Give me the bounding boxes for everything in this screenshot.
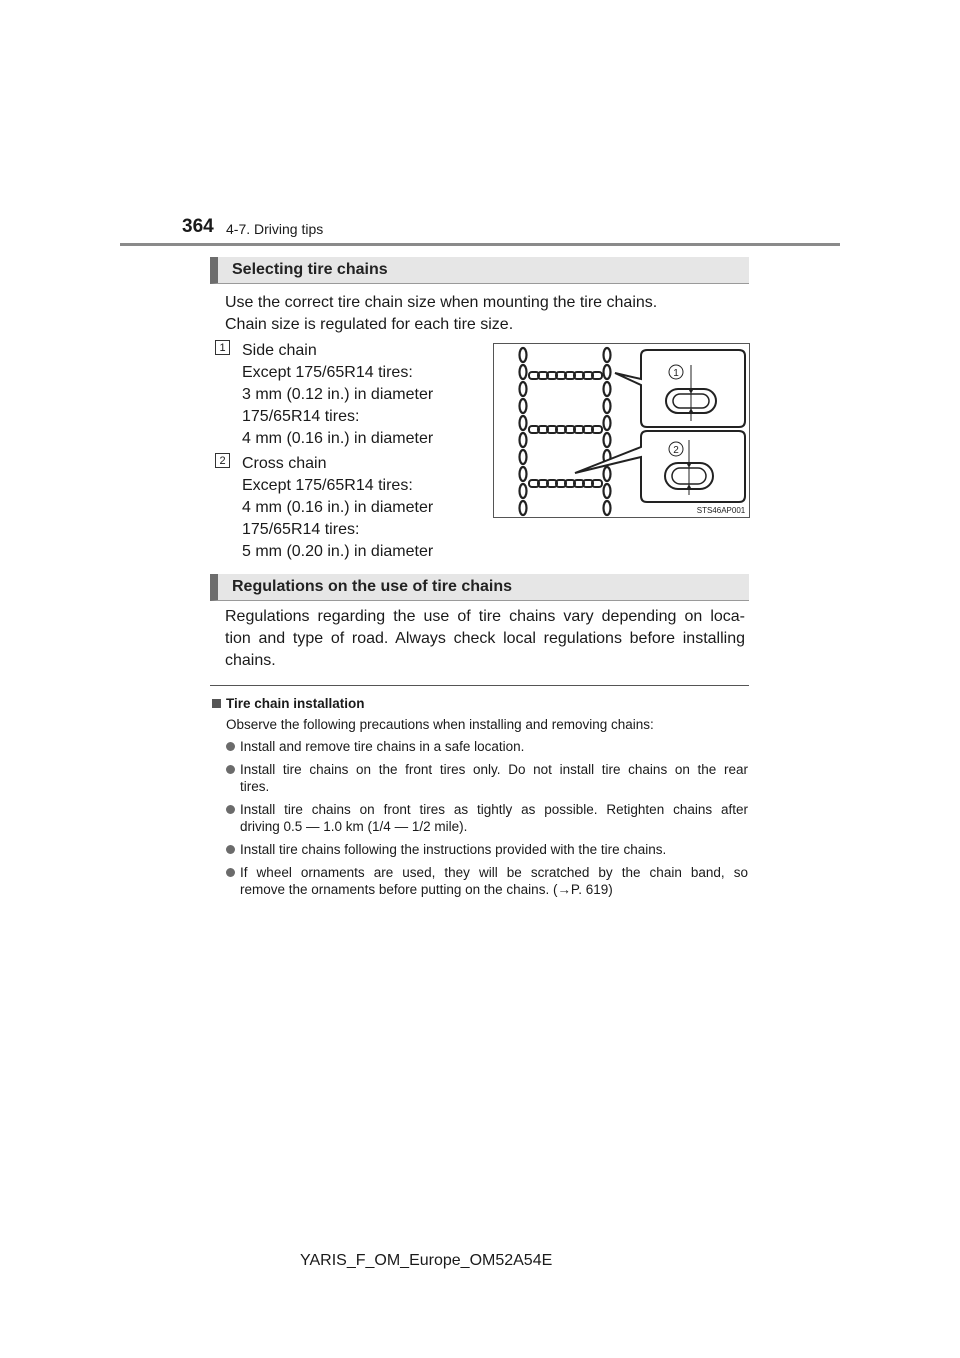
figure-code: STS46AP001: [696, 506, 746, 515]
bullet-dot-icon: [226, 868, 235, 877]
section-heading-text: Selecting tire chains: [232, 261, 388, 278]
item-2-title: Cross chain: [242, 455, 327, 472]
bullet-item-4: [240, 841, 748, 858]
installation-intro: Observe the following precautions when installing and removing chains:: [226, 717, 654, 732]
section-heading-text: Regulations on the use of tire chains: [232, 578, 513, 595]
callout-number-1: 1: [673, 368, 679, 379]
bullet-item-1: [240, 738, 748, 755]
item-1-title: Side chain: [242, 342, 317, 359]
bullet-dot-icon: [226, 845, 235, 854]
item-1-line: 175/65R14 tires:: [242, 408, 360, 425]
item-2-line: 5 mm (0.20 in.) in diameter: [242, 543, 434, 560]
intro-line-1: Use the correct tire chain size when mounting the tire chains.: [225, 294, 658, 311]
bullet-line: driving 0.5 — 1.0 km (1/4 — 1/2 mile).: [240, 819, 468, 834]
page-number: 364: [182, 216, 214, 237]
header-divider: [120, 243, 840, 246]
item-1-line: 4 mm (0.16 in.) in diameter: [242, 430, 434, 447]
bullet-item-2: [240, 761, 748, 795]
callout-number-2: 2: [673, 445, 679, 456]
tire-chain-illustration: [493, 343, 750, 518]
subsection-divider: [210, 685, 749, 686]
bullet-line: tires.: [240, 779, 270, 794]
regulations-paragraph: [225, 606, 745, 672]
regulations-line: tion and type of road. Always check local regulations before installing: [225, 630, 745, 647]
bullet-line: Install tire chains following the instructions provided with the tire chains.: [240, 842, 667, 857]
bullet-item-3: [240, 801, 748, 835]
bullet-dot-icon: [226, 742, 235, 751]
bullet-line: remove the ornaments before putting on the chains. (→P. 619): [240, 882, 613, 897]
bullet-line: If wheel ornaments are used, they will be scratched by the chain band, so: [240, 865, 748, 880]
section-heading-regulations: [210, 574, 749, 601]
item-1-line: 3 mm (0.12 in.) in diameter: [242, 386, 434, 403]
document-id-footer: YARIS_F_OM_Europe_OM52A54E: [300, 1252, 553, 1269]
section-heading-selecting-tire-chains: [210, 257, 749, 284]
regulations-line: chains.: [225, 652, 276, 669]
item-2-line: Except 175/65R14 tires:: [242, 477, 413, 494]
bullet-dot-icon: [226, 765, 235, 774]
bullet-line: Install tire chains on the front tires only. Do not install tire chains on the rear: [240, 762, 748, 777]
section-reference: 4-7. Driving tips: [226, 221, 324, 237]
bullet-line: Install tire chains on front tires as tightly as possible. Retighten chains after: [240, 802, 748, 817]
item-1-text: [242, 340, 433, 450]
bullet-line: Install and remove tire chains in a safe location.: [240, 739, 525, 754]
item-number-badge-2: 2: [215, 453, 230, 468]
item-2-text: [242, 453, 433, 563]
bullet-item-5: [240, 864, 748, 898]
item-2-line: 4 mm (0.16 in.) in diameter: [242, 499, 434, 516]
regulations-line: Regulations regarding the use of tire chains vary depending on loca-: [225, 608, 745, 625]
item-1-line: Except 175/65R14 tires:: [242, 364, 413, 381]
square-bullet-icon: [212, 699, 221, 708]
installation-heading: Tire chain installation: [226, 696, 365, 711]
intro-line-2: Chain size is regulated for each tire size.: [225, 316, 514, 333]
item-number-badge-1: 1: [215, 340, 230, 355]
item-2-line: 175/65R14 tires:: [242, 521, 360, 538]
bullet-dot-icon: [226, 805, 235, 814]
